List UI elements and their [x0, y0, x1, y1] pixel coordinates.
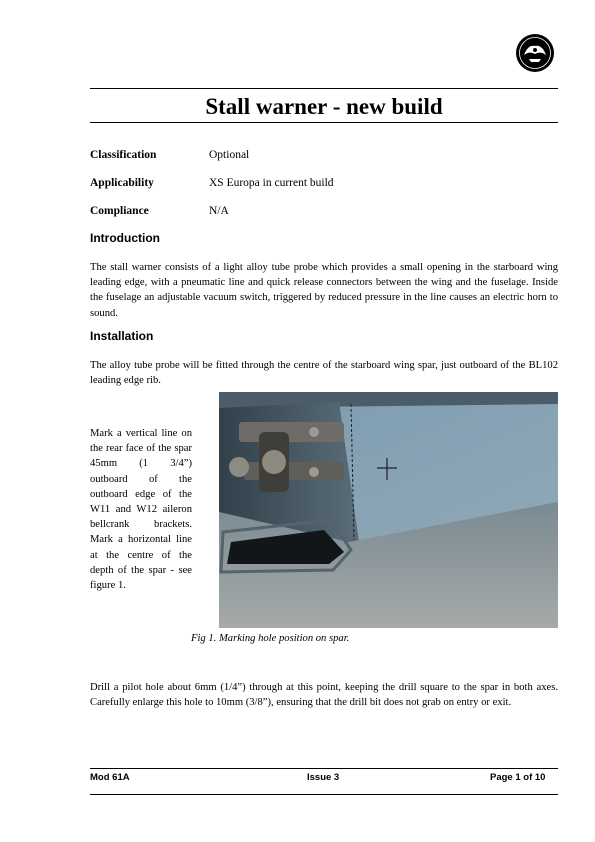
- drill-instructions: Drill a pilot hole about 6mm (1/4”) through at this point, keeping the drill square to the spar in both axes. Carefully enlarge this hole to 10mm (3/8”), ensuring that the drill bit does not grab on entry or exit.: [90, 682, 558, 709]
- footer-issue: Issue 3: [307, 772, 340, 783]
- spar-marking-photo: [219, 392, 558, 628]
- footer-mod-number: Mod 61A: [90, 772, 130, 783]
- footer-rule-bottom: [90, 794, 558, 795]
- club-crest-logo: [515, 33, 555, 73]
- installation-heading: Installation: [90, 329, 154, 343]
- installation-text: The alloy tube probe will be fitted through the centre of the starboard wing spar, just outboard of the BL102 leading edge rib.: [90, 360, 558, 387]
- header-rule: [90, 88, 558, 89]
- marking-instructions: Mark a vertical line on the rear face of the spar 45mm (1 3/4”) outboard of the outboard edge of the W11 and W12 aileron bellcrank brackets. Mark a horizontal line at the centre of the depth of the spar - see figure 1.: [90, 428, 192, 592]
- introduction-heading: Introduction: [90, 231, 160, 245]
- footer-rule-top: [90, 768, 558, 769]
- meta-value: Optional: [209, 149, 250, 161]
- crest-icon: [515, 33, 555, 73]
- introduction-text: The stall warner consists of a light alloy tube probe which provides a small opening in the starboard wing leading edge, with a pneumatic line and quick release connectors between the wing and the fuselage. Inside the fuselage an adjustable vacuum switch, triggered by reduced pressure in the line causes an electric horn to sound.: [90, 262, 558, 319]
- figure-caption: Fig 1. Marking hole position on spar.: [191, 633, 350, 644]
- meta-value: XS Europa in current build: [209, 177, 334, 189]
- page-title: Stall warner - new build: [205, 94, 443, 119]
- meta-label: Applicability: [90, 177, 154, 189]
- title-rule: [90, 122, 558, 123]
- meta-label: Compliance: [90, 205, 149, 217]
- meta-label: Classification: [90, 149, 157, 161]
- footer-page-number: Page 1 of 10: [490, 772, 546, 783]
- meta-value: N/A: [209, 205, 229, 217]
